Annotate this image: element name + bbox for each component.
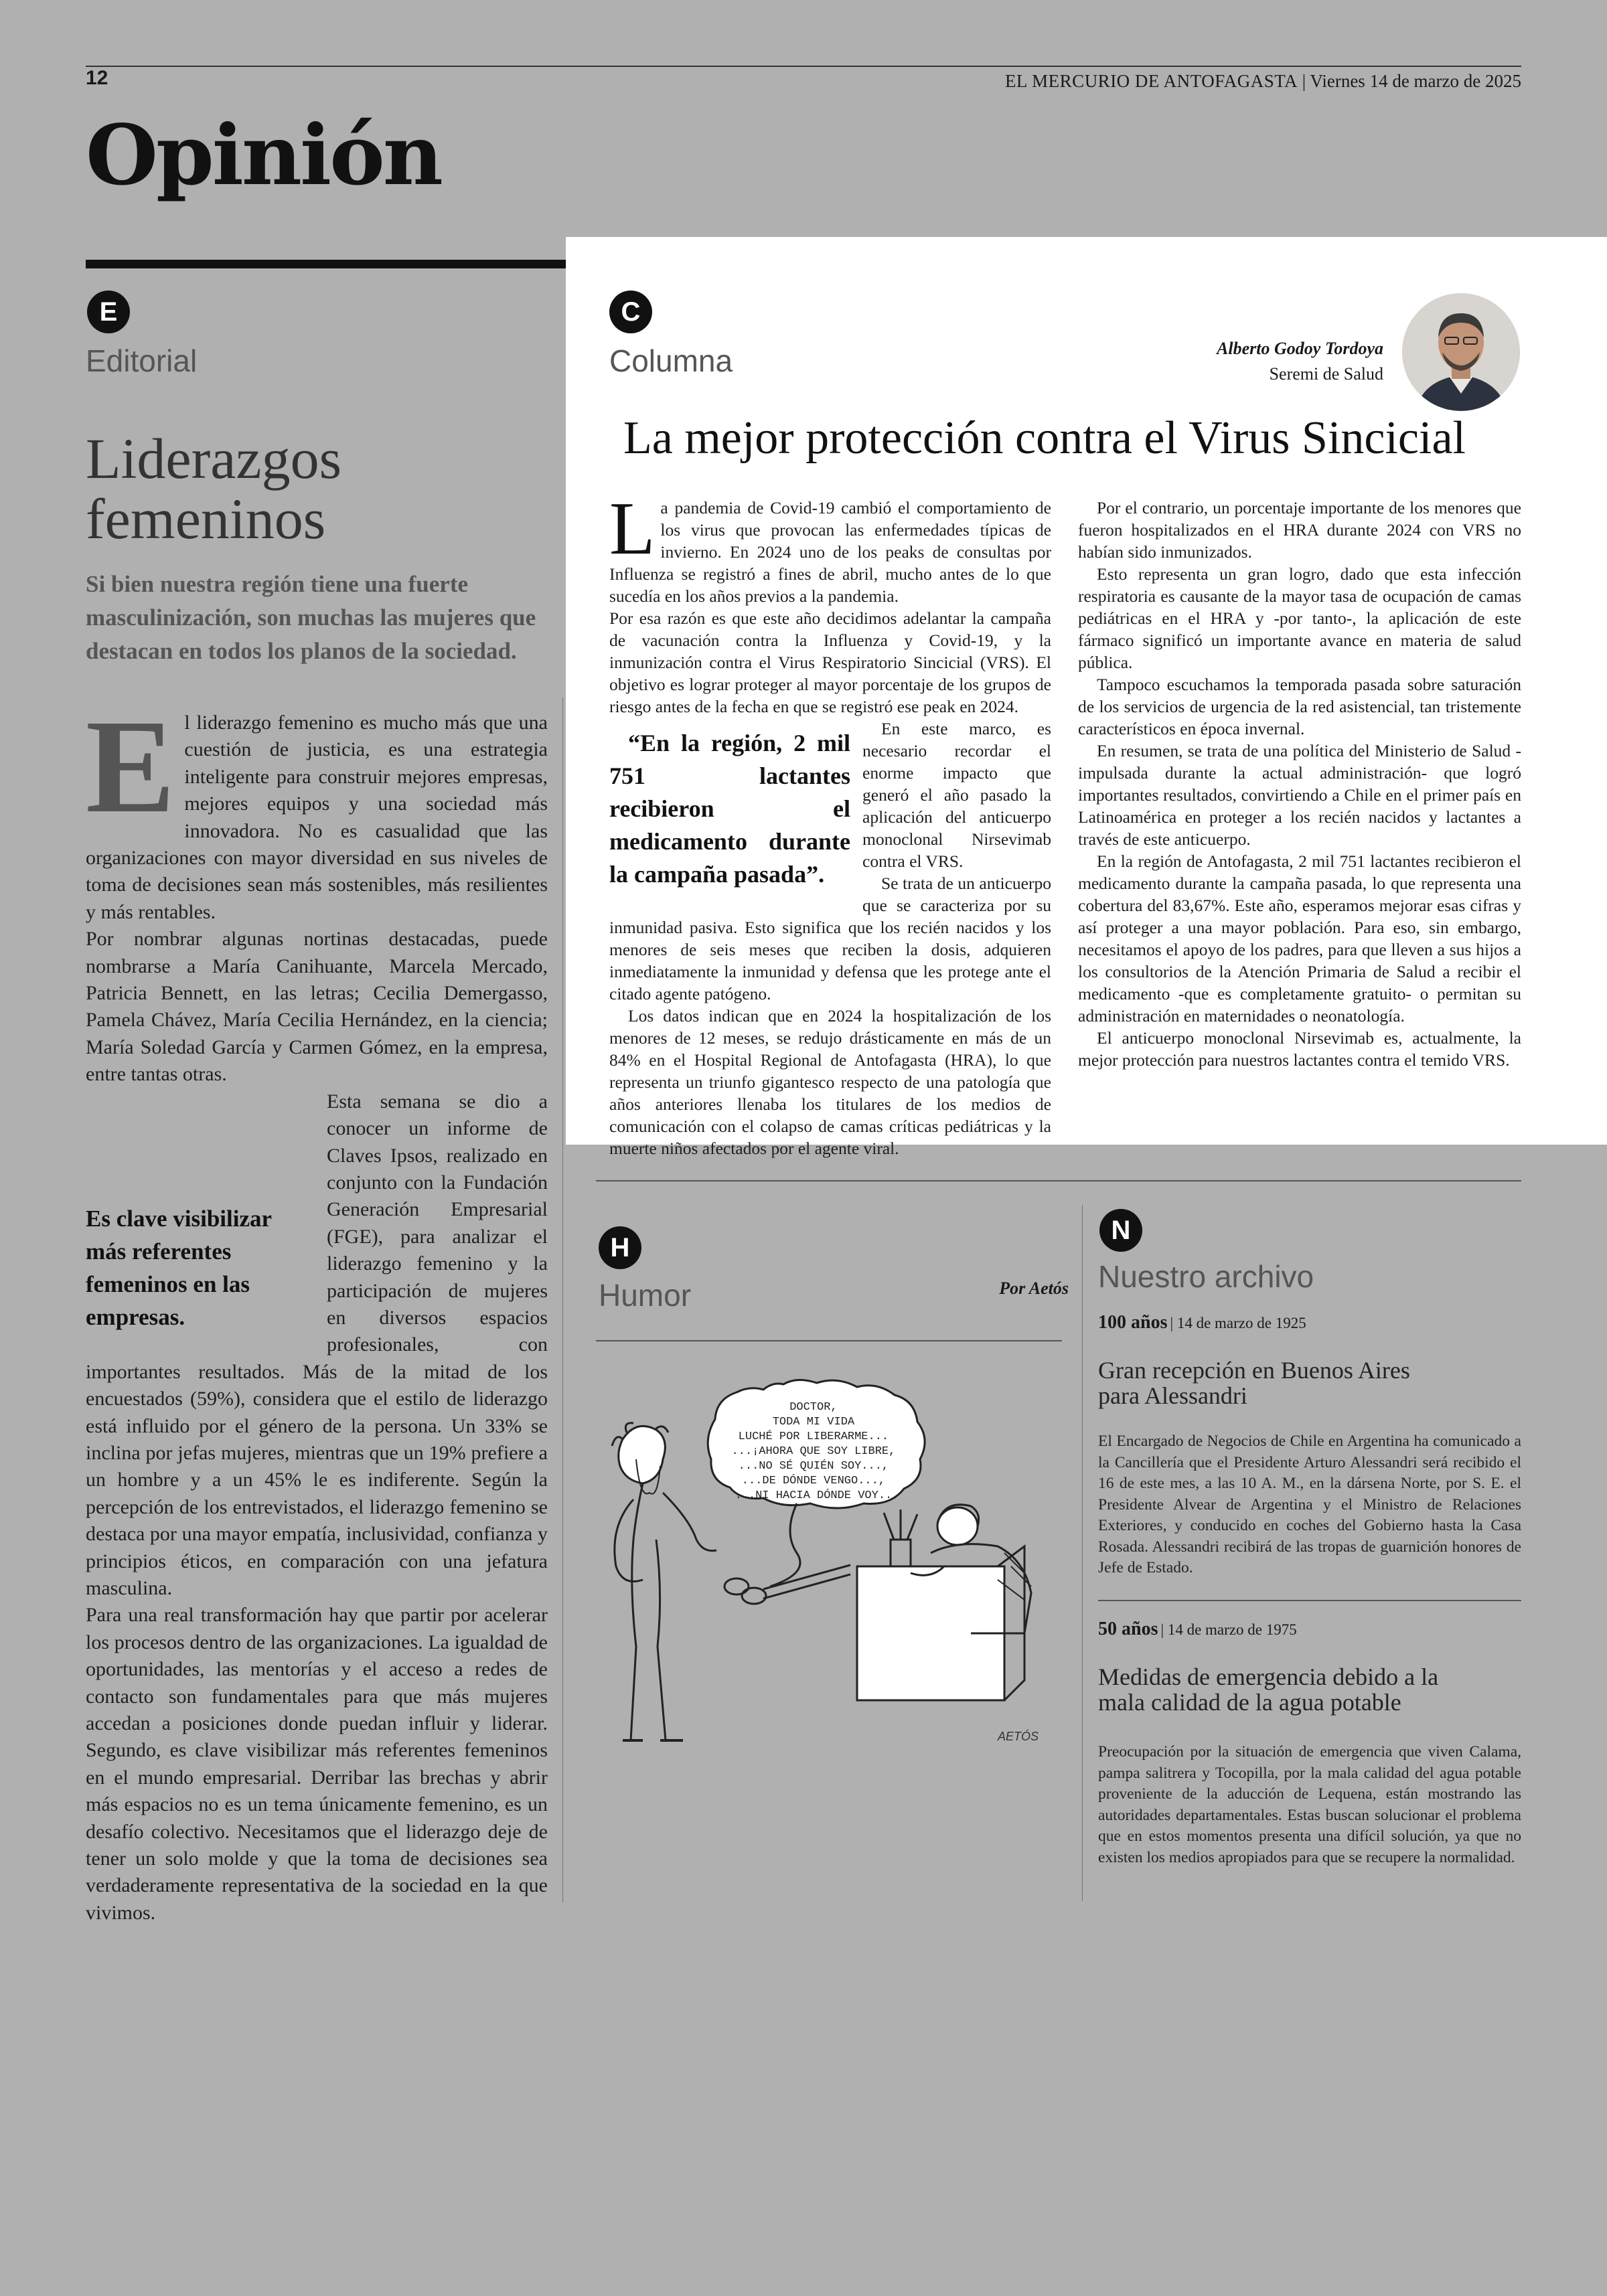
lower-section-rule <box>596 1180 1521 1181</box>
column-dropcap: L <box>609 487 656 570</box>
archive-item <box>1098 1619 1521 1868</box>
archive-date: 14 de marzo de 1975 <box>1167 1621 1297 1638</box>
humor-rule <box>596 1340 1062 1341</box>
bubble-line: DOCTOR, <box>789 1401 838 1414</box>
editorial-body <box>86 693 548 1926</box>
archive-separator: | <box>1170 1315 1177 1331</box>
humor-byline: Por Aetós <box>999 1279 1069 1298</box>
newspaper-name: EL MERCURIO DE ANTOFAGASTA <box>1004 71 1298 91</box>
lower-divider <box>1082 1205 1083 1901</box>
author-name: Alberto Godoy Tordoya <box>1217 339 1383 358</box>
archive-years: 50 años <box>1098 1619 1158 1639</box>
editorial-paragraph <box>86 1088 548 1603</box>
bubble-line: ...NO SÉ QUIÉN SOY..., <box>738 1460 889 1473</box>
author-avatar <box>1402 293 1520 411</box>
column-p1: a pandemia de Covid-19 cambió el comportamiento de los virus que provocan las enfermedades típicas de invierno. En 2024 uno de los peaks de consultas por Influenza se registró a fines de abril, mucho antes de lo que sucedía en los años previos a la pandemia. <box>609 498 1051 606</box>
archive-item-meta <box>1098 1312 1521 1333</box>
editorial-badge: E <box>87 291 130 333</box>
editorial-paragraph <box>86 693 548 926</box>
editorial-title-line1: Liderazgos <box>86 426 342 491</box>
masthead <box>1005 71 1521 92</box>
bubble-line: ...DE DÓNDE VENGO..., <box>741 1475 886 1487</box>
column-text-right <box>1078 497 1521 1071</box>
masthead-separator: | <box>1302 71 1310 91</box>
cartoon-signature: AETÓS <box>998 1730 1039 1743</box>
column-title: La mejor protección contra el Virus Sincicial <box>623 412 1466 464</box>
archive-separator: | <box>1160 1621 1168 1638</box>
editorial-kicker: Editorial <box>86 343 198 378</box>
editorial-title <box>86 428 487 549</box>
column-text-left <box>609 487 1051 1159</box>
section-title: Opinión <box>86 107 441 204</box>
bubble-line: LUCHÉ POR LIBERARME... <box>738 1430 889 1443</box>
column-paragraph <box>609 718 1051 888</box>
editorial-p2: Por nombrar algunas nortinas destacadas, puede nombrarse a María Canihuante, Marcela Mercado, Patricia Bennett, en las letras; Cecilia Demergasso, Pamela Chávez, María Cecilia Hernández, en la ciencia; María Soledad García y Carmen Gómez, en la empresa, entre tantas otras. <box>86 928 548 1086</box>
editorial-p3: Esta semana se dio a conocer un informe de Claves Ipsos, realizado en conjunto con la Fundación Generación Empresarial (FGE), para analizar el liderazgo femenino y la participación de mujeres en diversos espacios profesionales, con importantes resultados. Más de la mitad de los encuestados (59%), considera que el estilo de liderazgo está influido por el género de la persona. Un 33% se inclina por jefas mujeres, mientras que un 19% prefiere a un hombre y a un 45% le es indiferente. Según la percepción de los entrevistados, el liderazgo femenino se destaca por una mayor empatía, inclusividad, confianza y principios éticos, en comparación con una jefatura masculina. <box>86 1090 548 1599</box>
editorial-title-line2: femeninos <box>86 487 326 551</box>
bubble-line: TODA MI VIDA <box>772 1416 855 1428</box>
column-badge: C <box>609 291 652 333</box>
bubble-line: ...NI HACIA DÓNDE VOY... <box>735 1489 899 1502</box>
column-p9: En resumen, se trata de una política del Ministerio de Salud -impulsada durante la actual administración- que logró importantes resultados, convirtiendo a Chile en el primer país en Latinoamérica en proteger a los recién nacidos y lactantes a través de este anticuerpo. <box>1078 741 1521 849</box>
column-p7: Esto representa un gran logro, dado que esta infección respiratoria es causante de la mayor tasa de ocupación de camas pediátricas en el HRA y -por tanto-, la aplicación de este fármaco significó un importante avance en materia de salud pública. <box>1078 564 1521 672</box>
column-pullquote: “En la región, 2 mil 751 lactantes recibieron el medicamento durante la campaña pasada”. <box>609 730 850 888</box>
column-p3: En este marco, es necesario recordar el enorme impacto que generó el año pasado la aplicación del anticuerpo monoclonal Nirsevimab contra el VRS. <box>862 719 1051 871</box>
column-p6: Por el contrario, un porcentaje importante de los menores que fueron hospitalizados en el HRA durante 2024 con VRS no habían sido inmunizados. <box>1078 498 1521 562</box>
page-number: 12 <box>86 67 108 89</box>
archive-headline: Gran recepción en Buenos Aires para Alessandri <box>1098 1357 1410 1409</box>
archive-body: Preocupación por la situación de emergencia que viven Calama, pampa salitrera y Tocopilla, por la mala calidad del agua potable proveniente de la aducción de Lequena, están mostrando las autoridades departamentales. Estas buscan solucionar el problema que en estos momentos presenta una difícil solución, ya que no existen los medios apropiados para que se recupere la normalidad. <box>1098 1743 1521 1866</box>
archive-body: El Encargado de Negocios de Chile en Argentina ha comunicado a la Cancillería que el Presidente Arturo Alessandri será recibido el 16 de este mes, a las 10 A. M., en la dársena Norte, por S. E. el Presidente Alvear de Argentina y el Ministro de Relaciones Exteriores, y conducido en coches del Gobierno hasta la Casa Rosada. Alessandri recibirá de las tropas de guarnición honores de Jefe de Estado. <box>1098 1432 1521 1576</box>
archive-rule <box>1098 1600 1521 1601</box>
editorial-deck: Si bien nuestra región tiene una fuerte masculinización, son muchas las mujeres que destacan en todos los planos de la sociedad. <box>86 571 536 664</box>
archive-item-meta <box>1098 1619 1521 1640</box>
scissors-drawing <box>724 1565 850 1604</box>
archive-headline: Medidas de emergencia debido a la mala calidad de la agua potable <box>1098 1663 1439 1716</box>
column-p5: Los datos indican que en 2024 la hospitalización de los menores de 12 meses, se redujo drásticamente en más de un 84% en el Hospital Regional de Antofagasta (HRA), lo que representa un triunfo gigantesco respecto de una patología que años anteriores llenaba los titulares de los medios de comunicación con el colapso de camas críticas pediátricas y la muerte niños afectados por el agente viral. <box>609 1006 1051 1158</box>
column-p10: En la región de Antofagasta, 2 mil 751 lactantes recibieron el medicamento durante la campaña pasada, lo que representa una cobertura del 83,67%. Este año, esperamos mejorar esas cifras y así proteger a una mayor población. Para eso, sin embargo, necesitamos el apoyo de los padres, para que lleven a sus hijos a los consultorios de la Atención Primaria de Salud a recibir el medicamento -que es completamente gratuito- o permitan su administración en maternidades o neonatología. <box>1078 851 1521 1026</box>
archive-kicker: Nuestro archivo <box>1098 1259 1314 1294</box>
author-role: Seremi de Salud <box>1269 364 1383 384</box>
patient-figure <box>612 1423 716 1740</box>
editorial-dropcap: E <box>86 693 175 841</box>
editorial-pullquote: Es clave visibilizar más referentes femeninos en las empresas. <box>86 1205 272 1330</box>
column-kicker: Columna <box>609 343 733 378</box>
archive-date: 14 de marzo de 1925 <box>1176 1315 1306 1331</box>
column-p4: Se trata de un anticuerpo que se caracteriza por su inmunidad pasiva. Esto significa que los recién nacidos y los menores de seis meses que reciben la dosis, adquieren inmediatamente la inmunidad y defensa que les protege ante el citado agente patógeno. <box>609 874 1051 1003</box>
bubble-line: ...¡AHORA QUE SOY LIBRE, <box>731 1445 896 1458</box>
column-paragraph <box>609 487 1051 607</box>
archive-item <box>1098 1312 1521 1579</box>
editorial-p1: l liderazgo femenino es mucho más que una cuestión de justicia, es una estrategia inteligente para construir mejores empresas, mejores equipos y una sociedad más innovadora. No es casualidad que las organizaciones con mayor diversidad en sus niveles de toma de decisiones sean más sostenibles, más resilientes y más rentables. <box>86 712 548 923</box>
humor-cartoon <box>596 1366 1069 1767</box>
author-photo <box>1402 293 1520 411</box>
column-divider <box>562 698 563 1902</box>
column-p8: Tampoco escuchamos la temporada pasada sobre saturación de los servicios de urgencia de la red asistencial, tan tristemente característicos en época invernal. <box>1078 675 1521 738</box>
top-rule <box>86 66 1521 67</box>
column-p2: Por esa razón es que este año decidimos adelantar la campaña de vacunación contra la Influenza y Covid-19, y la inmunización contra el Virus Respiratorio Sincicial (VRS). El objetivo es lograr proteger al mayor porcentaje de los grupos de riesgo antes de la fecha en que se registró ese peak en 2024. <box>609 608 1051 716</box>
archive-badge: N <box>1099 1209 1142 1252</box>
archive-years: 100 años <box>1098 1312 1168 1333</box>
issue-date: Viernes 14 de marzo de 2025 <box>1310 71 1521 91</box>
humor-badge: H <box>599 1226 641 1269</box>
humor-kicker: Humor <box>599 1278 692 1313</box>
editorial-p4: Para una real transformación hay que partir por acelerar los procesos dentro de las organizaciones. La igualdad de oportunidades, las mentorías y el acceso a redes de contacto son fundamentales para que más mujeres accedan a posiciones donde puedan influir y liderar. Segundo, es clave visibilizar más referentes femeninos en el mundo empresarial. Derribar las brechas y abrir más espacios no es un tema únicamente femenino, es un desafío colectivo. Necesitamos que el liderazgo deje de tener un solo molde y que la toma de decisiones sea verdaderamente representativa de la sociedad en la que vivimos. <box>86 1604 548 1924</box>
column-p11: El anticuerpo monoclonal Nirsevimab es, actualmente, la mejor protección para nuestros lactantes contra el temido VRS. <box>1078 1028 1521 1070</box>
